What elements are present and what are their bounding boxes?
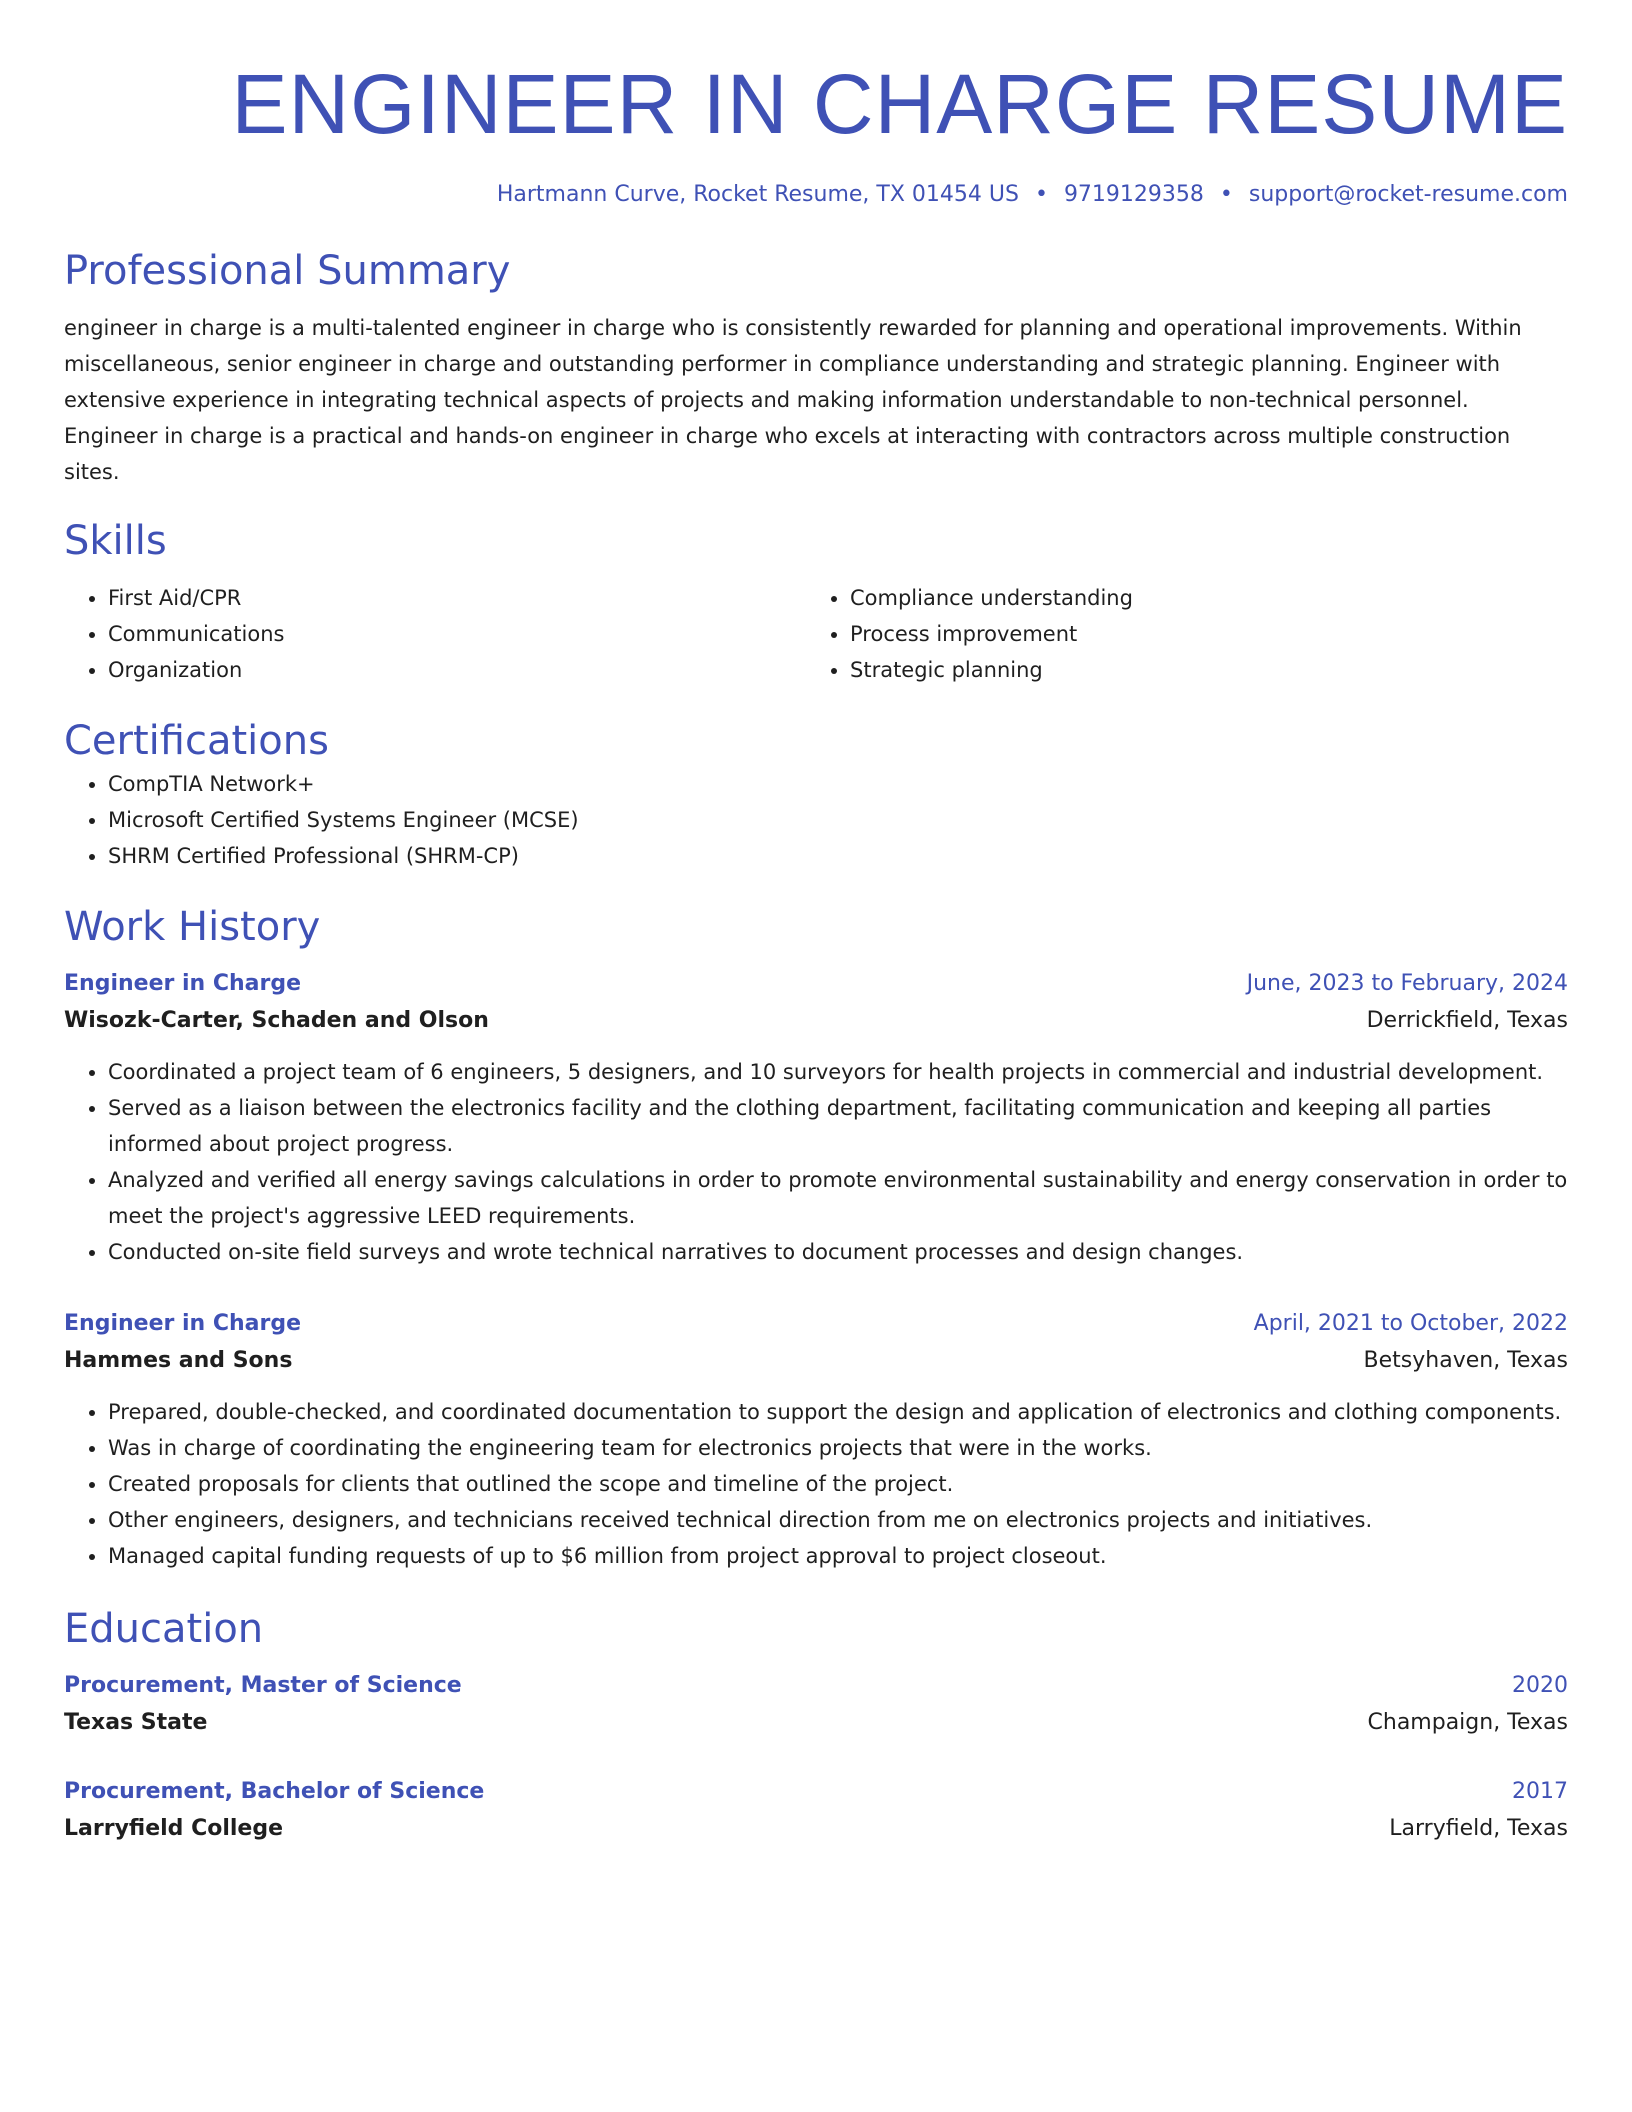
job-location: Betsyhaven, Texas: [1363, 1348, 1568, 1373]
section-heading-skills: Skills: [64, 518, 167, 564]
skill-item: • Strategic planning: [850, 652, 1548, 688]
section-heading-education: Education: [64, 1606, 264, 1652]
job-bullet: • Was in charge of coordinating the engineering team for electronics projects that were in the works.: [108, 1430, 1568, 1466]
section-heading-work-history: Work History: [64, 904, 321, 950]
education-school: Texas State: [64, 1710, 208, 1735]
job-title: Engineer in Charge: [64, 971, 302, 996]
education-header-row: [64, 1774, 1568, 1810]
job-bullet: • Analyzed and verified all energy savings calculations in order to promote environmental sustainability and energy conservation in order to meet the project's aggressive LEED requirements.: [108, 1162, 1568, 1234]
education-entry: [64, 1668, 1568, 1742]
contact-address: Hartmann Curve, Rocket Resume, TX 01454 US: [496, 182, 1019, 207]
job-entry: [64, 1306, 1568, 1574]
skill-item: • Compliance understanding: [850, 580, 1548, 616]
skill-item: • First Aid/CPR: [108, 580, 806, 616]
job-location: Derrickfield, Texas: [1366, 1008, 1568, 1033]
job-bullet: • Managed capital funding requests of up to $6 million from project approval to project closeout.: [108, 1538, 1568, 1574]
resume-title: ENGINEER IN CHARGE RESUME: [231, 57, 1568, 151]
job-bullet: • Coordinated a project team of 6 engineers, 5 designers, and 10 surveyors for health projects in commercial and industrial development.: [108, 1054, 1568, 1090]
section-heading-summary: Professional Summary: [64, 248, 511, 294]
skills-list-left: [64, 580, 806, 688]
job-bullet: • Prepared, double-checked, and coordinated documentation to support the design and application of electronics and clothing components.: [108, 1394, 1568, 1430]
job-bullet: • Other engineers, designers, and technicians received technical direction from me on electronics projects and initiatives.: [108, 1502, 1568, 1538]
education-location: Larryfield, Texas: [1389, 1816, 1568, 1841]
education-degree: Procurement, Bachelor of Science: [64, 1779, 485, 1804]
skills-column-right: [806, 580, 1548, 688]
job-bullet: • Served as a liaison between the electronics facility and the clothing department, facilitating communication and keeping all parties informed about project progress.: [108, 1090, 1568, 1162]
contact-separator: •: [1034, 182, 1048, 207]
certifications-list: [64, 766, 1568, 874]
job-bullet: • Created proposals for clients that outlined the scope and timeline of the project.: [108, 1466, 1568, 1502]
job-company-row: [64, 1002, 1568, 1040]
contact-separator: •: [1219, 182, 1233, 207]
skills-column-left: [64, 580, 806, 688]
resume-page: [64, 0, 1568, 1848]
skills-list-right: [806, 580, 1548, 688]
certification-item: • SHRM Certified Professional (SHRM-CP): [108, 838, 1568, 874]
job-entry: [64, 966, 1568, 1270]
job-header-row: [64, 1306, 1568, 1342]
education-school: Larryfield College: [64, 1816, 284, 1841]
summary-text: engineer in charge is a multi-talented engineer in charge who is consistently rewarded for planning and operational improvements. Within miscellaneous, senior engineer in charge and outstanding performer in compliance understanding and strategic planning. Engineer with extensive experience in integrating technical aspects of projects and making information understandable to non-technical personnel. Engineer in charge is a practical and hands-on engineer in charge who excels at interacting with contractors across multiple construction sites.: [64, 316, 1522, 484]
skill-item: • Organization: [108, 652, 806, 688]
contact-phone: 9719129358: [1063, 182, 1204, 207]
job-bullets: [64, 1394, 1568, 1574]
contact-email[interactable]: support@rocket-resume.com: [1248, 182, 1568, 207]
education-year: 2020: [1512, 1673, 1568, 1698]
contact-line: [64, 180, 1568, 210]
education-year: 2017: [1512, 1779, 1568, 1804]
education-header-row: [64, 1668, 1568, 1704]
job-dates: April, 2021 to October, 2022: [1253, 1311, 1568, 1336]
certification-item: • CompTIA Network+: [108, 766, 1568, 802]
education-school-row: [64, 1704, 1568, 1742]
education-school-row: [64, 1810, 1568, 1848]
skills-grid: [64, 580, 1568, 688]
job-header-row: [64, 966, 1568, 1002]
job-company: Hammes and Sons: [64, 1348, 293, 1373]
education-location: Champaign, Texas: [1367, 1710, 1568, 1735]
job-company-row: [64, 1342, 1568, 1380]
section-heading-certifications: Certifications: [64, 718, 329, 764]
skill-item: • Communications: [108, 616, 806, 652]
job-company: Wisozk-Carter, Schaden and Olson: [64, 1008, 489, 1033]
job-bullets: [64, 1054, 1568, 1270]
job-title: Engineer in Charge: [64, 1311, 302, 1336]
education-entry: [64, 1774, 1568, 1848]
education-degree: Procurement, Master of Science: [64, 1673, 462, 1698]
job-bullet: • Conducted on-site field surveys and wrote technical narratives to document processes and design changes.: [108, 1234, 1568, 1270]
certification-item: • Microsoft Certified Systems Engineer (MCSE): [108, 802, 1568, 838]
job-dates: June, 2023 to February, 2024: [1246, 971, 1568, 996]
skill-item: • Process improvement: [850, 616, 1548, 652]
